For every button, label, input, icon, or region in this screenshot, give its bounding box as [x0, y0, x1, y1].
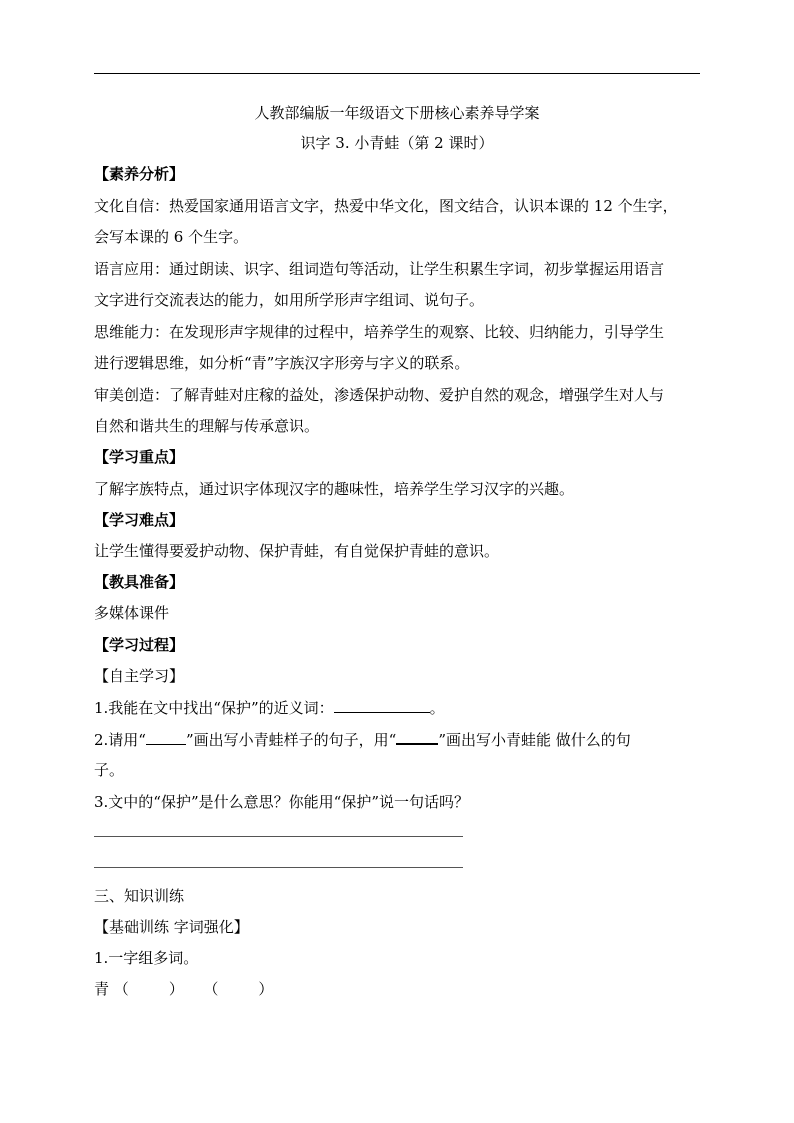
word-group-row: [94, 979, 700, 999]
prep-text: 多媒体课件: [94, 604, 170, 622]
question-2-text-c: ”画出写小青蛙能 做什么的句: [438, 731, 631, 749]
self-study-heading: 【自主学习】: [94, 667, 185, 685]
question-2: [94, 729, 700, 750]
question-2-continued: 子。: [94, 761, 125, 779]
question-3: 3.文中的“保护”是什么意思？你能用“保护”说一句话吗？: [94, 793, 469, 811]
literacy-language-line1: 语言应用：通过朗读、识字、组词造句等活动，让学生积累生字词，初步掌握运用语言: [94, 260, 665, 278]
underline-sample-thick: [396, 729, 438, 745]
doc-subtitle: 识字 3. 小青蛙（第 2 课时）: [300, 134, 494, 152]
header-rule: [94, 73, 700, 74]
paren-1-open: （: [113, 980, 129, 998]
section-process-heading: 【学习过程】: [94, 636, 185, 654]
word-group-char: 青: [94, 980, 110, 998]
question-1-text: 1.我能在文中找出“保护”的近义词：: [94, 699, 334, 717]
literacy-culture-line2: 会写本课的 6 个生字。: [94, 228, 249, 246]
literacy-thinking-line2: 进行逻辑思维，如分析“青”字族汉字形旁与字义的联系。: [94, 354, 470, 372]
basic-item-1: 1.一字组多词。: [94, 949, 199, 967]
section-prep-heading: 【教具准备】: [94, 573, 185, 591]
difficulty-text: 让学生懂得要爱护动物、保护青蛙，有自觉保护青蛙的意识。: [94, 542, 500, 560]
question-2-text-a: 2.请用“: [94, 731, 146, 749]
question-2-text-b: ”画出写小青蛙样子的句子，用“: [185, 731, 397, 749]
paren-1-close: ）: [168, 980, 184, 998]
answer-line-2[interactable]: [94, 867, 463, 868]
doc-title: 人教部编版一年级语文下册核心素养导学案: [254, 104, 540, 122]
literacy-language-line2: 文字进行交流表达的能力，如用所学形声字组词、说句子。: [94, 291, 485, 309]
focus-text: 了解字族特点，通过识字体现汉字的趣味性，培养学生学习汉字的兴趣。: [94, 480, 575, 498]
underline-sample-thin: [146, 730, 186, 745]
paren-2-open: （: [203, 980, 219, 998]
literacy-culture-line1: 文化自信：热爱国家通用语言文字，热爱中华文化，图文结合，认识本课的 12 个生字，: [94, 197, 678, 215]
section-focus-heading: 【学习重点】: [94, 448, 185, 466]
section-3-heading: 三、知识训练: [94, 887, 185, 905]
literacy-aesthetic-line2: 自然和谐共生的理解与传承意识。: [94, 417, 320, 435]
basic-training-heading: 【基础训练 字词强化】: [94, 918, 249, 936]
literacy-aesthetic-line1: 审美创造：了解青蛙对庄稼的益处，渗透保护动物、爱护自然的观念，增强学生对人与: [94, 386, 665, 404]
section-literacy-heading: 【素养分析】: [94, 165, 185, 183]
question-1: [94, 698, 700, 718]
answer-line-1[interactable]: [94, 836, 463, 837]
section-difficulty-heading: 【学习难点】: [94, 511, 185, 529]
answer-blank-1[interactable]: [334, 698, 430, 713]
paren-2-close: ）: [258, 980, 274, 998]
question-1-end: 。: [429, 699, 445, 717]
literacy-thinking-line1: 思维能力：在发现形声字规律的过程中，培养学生的观察、比较、归纳能力，引导学生: [94, 323, 665, 341]
